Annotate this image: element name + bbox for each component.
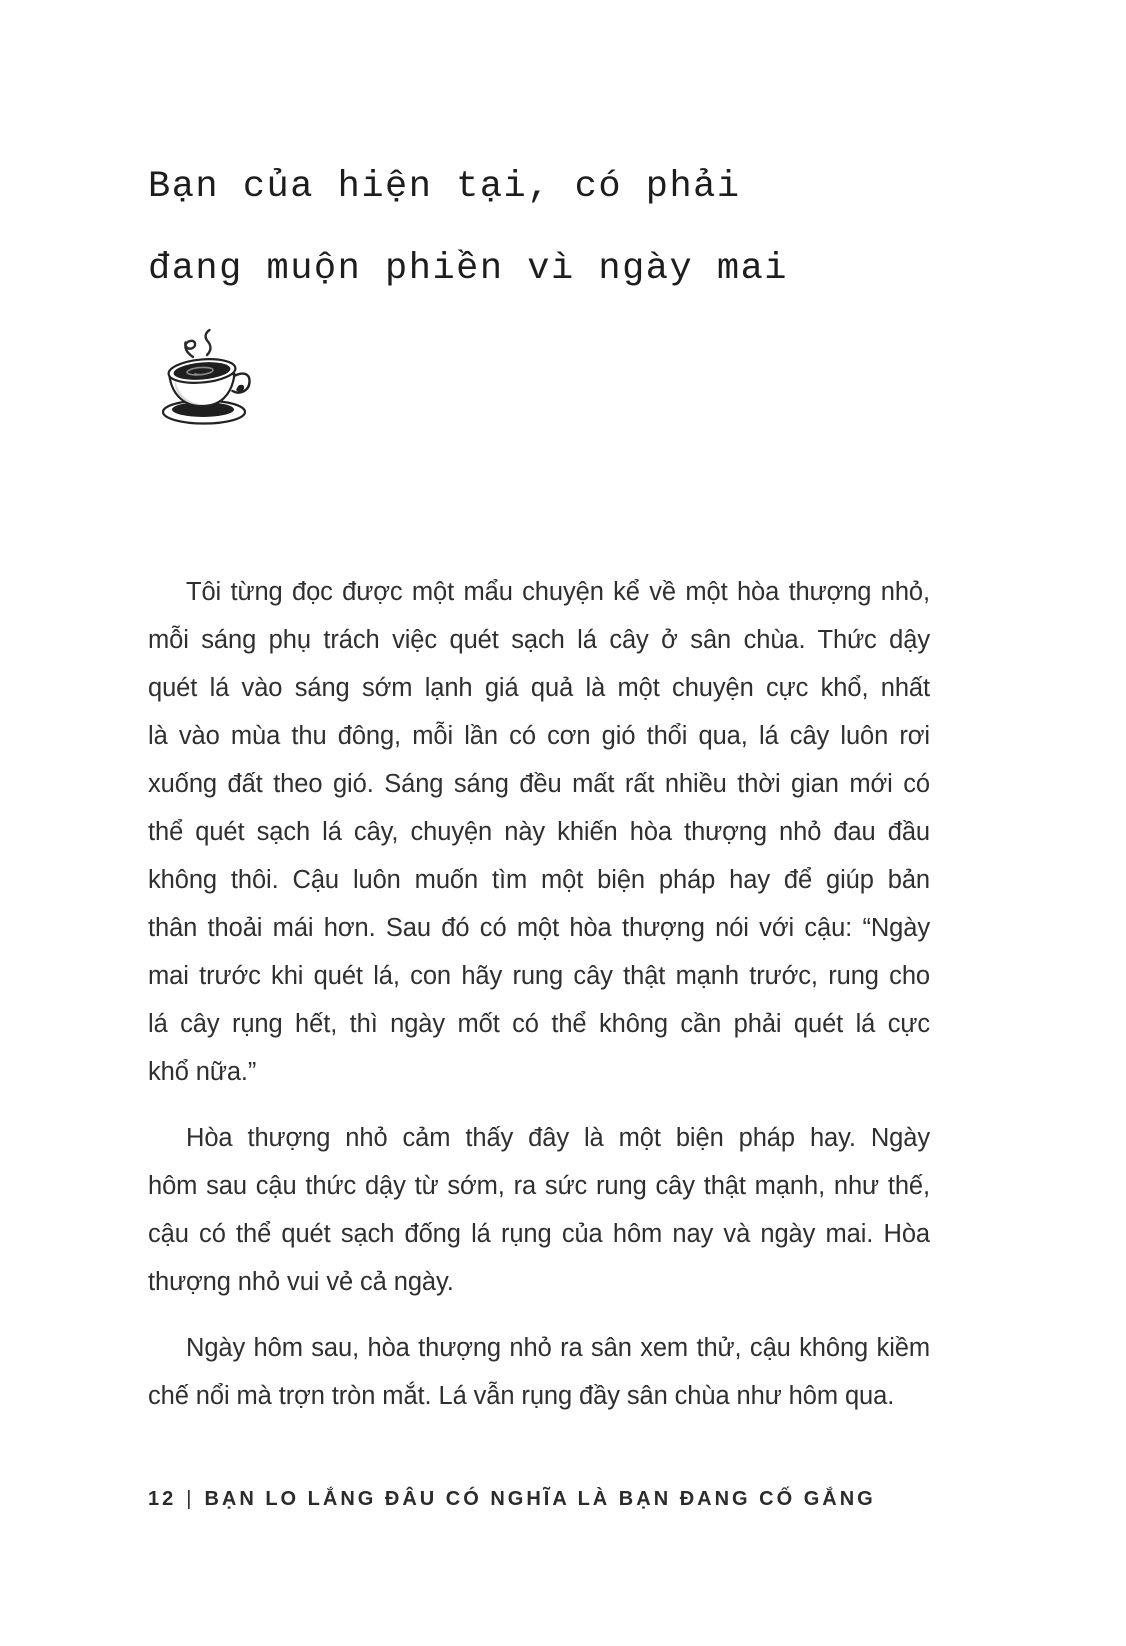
footer-separator: | — [186, 1488, 195, 1510]
paragraph-line: hôm sau cậu thức dậy từ sớm, ra sức rung cây thật mạnh, như thế, — [148, 1172, 930, 1200]
paragraph-line: không thôi. Cậu luôn muốn tìm một biện pháp hay để giúp bản — [148, 866, 930, 894]
chapter-title — [148, 146, 930, 310]
paragraph-line: lá cây rụng hết, thì ngày mốt có thể không cần phải quét lá cực — [148, 1010, 930, 1038]
paragraph-line: khổ nữa.” — [148, 1058, 257, 1086]
page-footer — [148, 1488, 978, 1511]
chapter-title-line-1: Bạn của hiện tại, có phải — [148, 166, 741, 208]
page-number: 12 — [148, 1488, 177, 1510]
chapter-title-line-2: đang muộn phiền vì ngày mai — [148, 248, 788, 290]
paragraph-line: thân thoải mái hơn. Sau đó có một hòa thượng nói với cậu: “Ngày — [148, 914, 930, 942]
paragraph — [148, 1324, 930, 1420]
paragraph — [148, 568, 930, 1096]
paragraph-line: Ngày hôm sau, hòa thượng nhỏ ra sân xem thử, cậu không kiềm — [186, 1334, 930, 1362]
body-text — [148, 568, 930, 1420]
paragraph — [148, 1114, 930, 1306]
paragraph-line: Hòa thượng nhỏ cảm thấy đây là một biện pháp hay. Ngày — [186, 1124, 930, 1152]
coffee-cup-icon — [150, 316, 262, 428]
paragraph-line: mai trước khi quét lá, con hãy rung cây thật mạnh trước, rung cho — [148, 962, 930, 990]
paragraph-line: là vào mùa thu đông, mỗi lần có cơn gió thổi qua, lá cây luôn rơi — [148, 722, 930, 750]
paragraph-line: chế nổi mà trợn tròn mắt. Lá vẫn rụng đầy sân chùa như hôm qua. — [148, 1382, 895, 1410]
paragraph-line: cậu có thể quét sạch đống lá rụng của hôm nay và ngày mai. Hòa — [148, 1220, 930, 1248]
paragraph-line: thể quét sạch lá cây, chuyện này khiến hòa thượng nhỏ đau đầu — [148, 818, 930, 846]
running-title: BẠN LO LẮNG ĐÂU CÓ NGHĨA LÀ BẠN ĐANG CỐ GẮNG — [204, 1488, 876, 1510]
paragraph-line: mỗi sáng phụ trách việc quét sạch lá cây ở sân chùa. Thức dậy — [148, 626, 930, 654]
paragraph-line: thượng nhỏ vui vẻ cả ngày. — [148, 1268, 454, 1296]
paragraph-line: xuống đất theo gió. Sáng sáng đều mất rất nhiều thời gian mới có — [148, 770, 930, 798]
paragraph-line: quét lá vào sáng sớm lạnh giá quả là một chuyện cực khổ, nhất — [148, 674, 930, 702]
paragraph-line: Tôi từng đọc được một mẩu chuyện kể về một hòa thượng nhỏ, — [186, 578, 930, 606]
page-content — [148, 0, 930, 1420]
